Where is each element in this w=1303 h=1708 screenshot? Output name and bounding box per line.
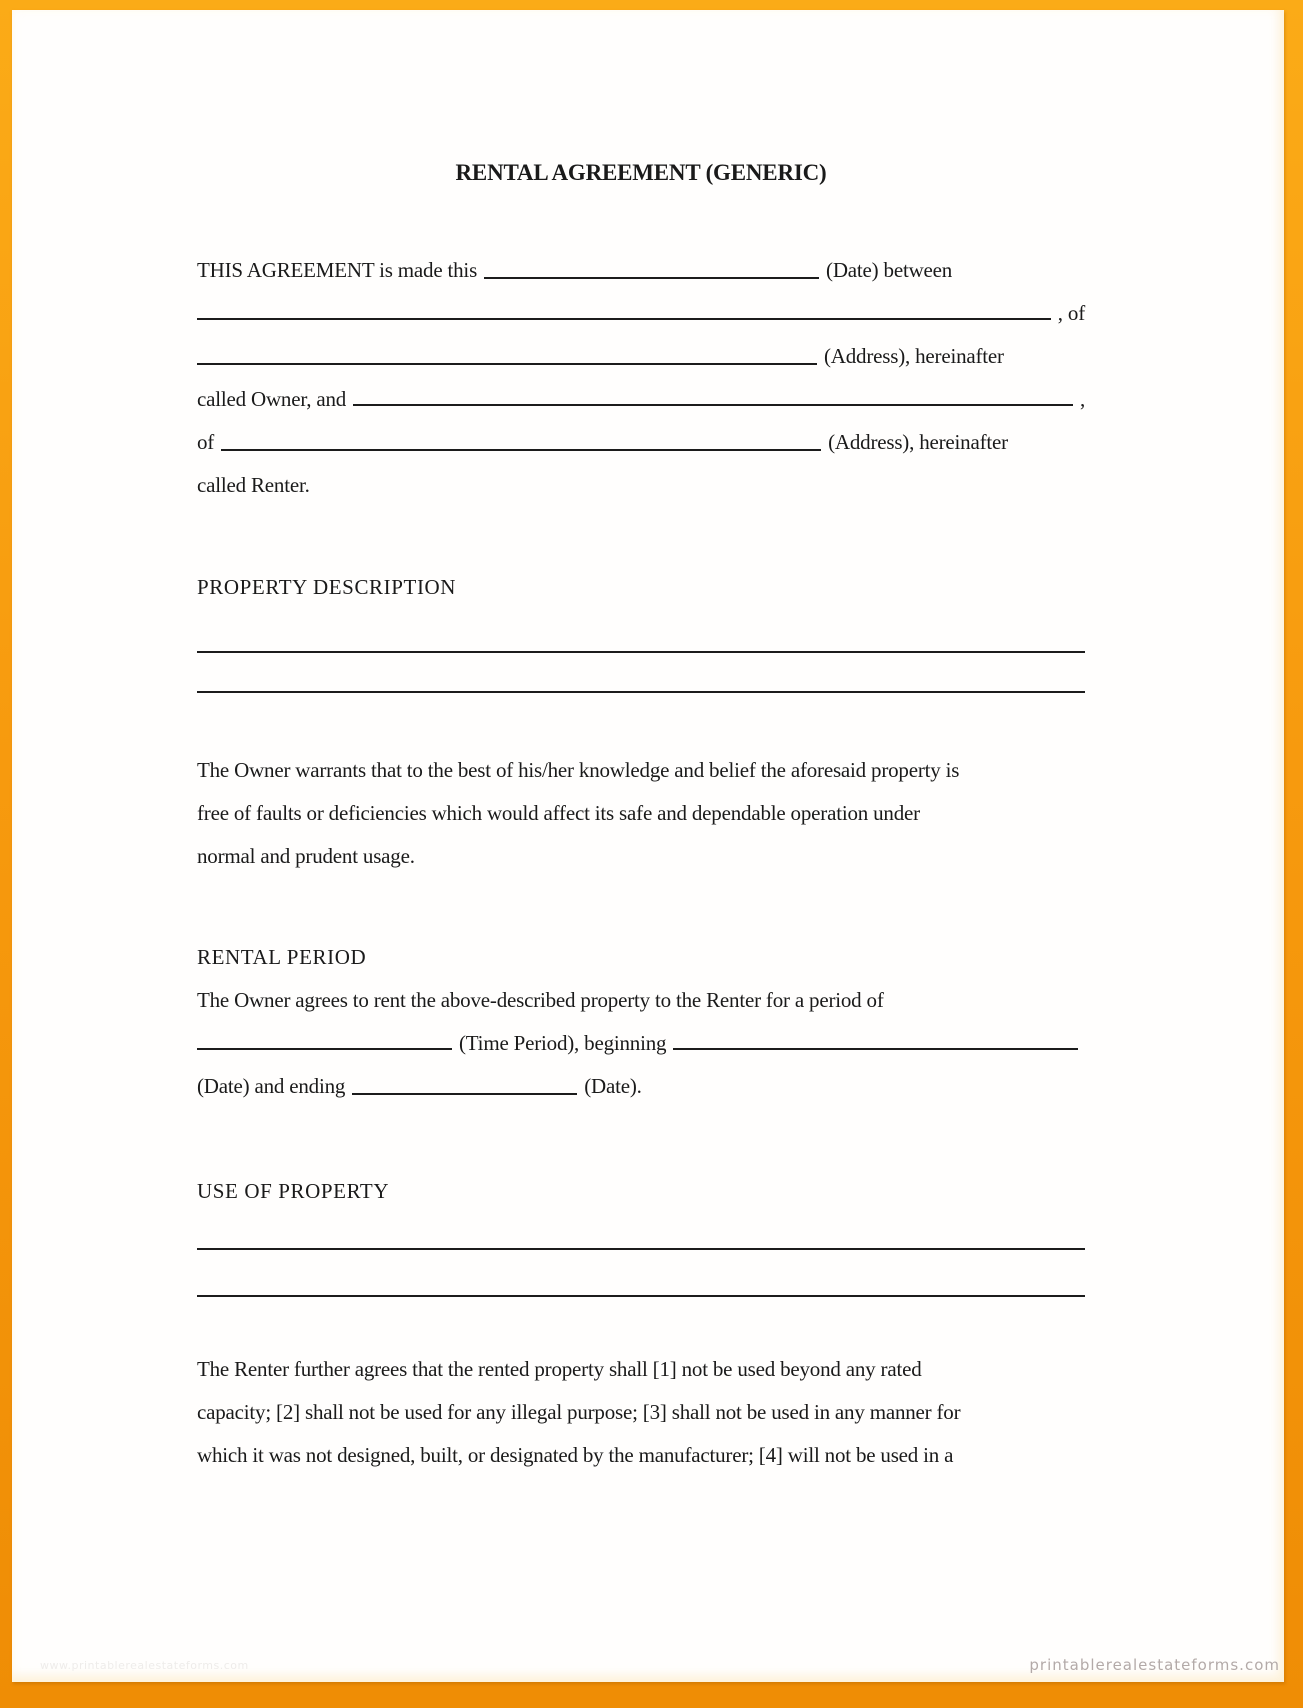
warranty-line-2: free of faults or deficiencies which would affect its safe and dependable operation under — [197, 801, 920, 825]
rental-period-line-2 — [197, 1022, 1085, 1065]
property-description-blank-line-2 — [197, 653, 1085, 693]
rental-period-line-1: The Owner agrees to rent the above-described property to the Renter for a period of — [197, 988, 884, 1012]
renter-address-blank-line — [221, 437, 821, 451]
intro-line-2 — [197, 292, 1085, 335]
intro-line-5-text: of — [197, 430, 215, 454]
time-period-blank-line — [197, 1036, 452, 1050]
intro-line-4-suffix: , — [1079, 387, 1085, 411]
watermark-left: www.printablerealestateforms.com — [40, 1659, 249, 1672]
renter-terms-line-3: which it was not designed, built, or designated by the manufacturer; [4] will not be used in a — [197, 1443, 954, 1467]
end-date-blank-line — [352, 1081, 577, 1095]
owner-name-blank-line — [197, 306, 1051, 320]
intro-line-4-text: called Owner, and — [197, 387, 347, 411]
renter-name-blank-line — [353, 392, 1073, 406]
intro-line-3-suffix: (Address), hereinafter — [824, 344, 1004, 368]
warranty-paragraph — [197, 749, 1085, 878]
document-content — [12, 10, 1284, 1477]
property-description-heading: PROPERTY DESCRIPTION — [197, 575, 457, 599]
watermark-right: printablerealestateforms.com — [1029, 1656, 1280, 1674]
rental-period-section — [197, 936, 1085, 1108]
intro-section — [197, 249, 1085, 507]
intro-line-5-suffix: (Address), hereinafter — [828, 430, 1008, 454]
use-of-property-heading: USE OF PROPERTY — [197, 1179, 390, 1203]
use-of-property-blank-line-2 — [197, 1250, 1085, 1297]
intro-line-1 — [197, 249, 1085, 292]
rental-period-heading: RENTAL PERIOD — [197, 945, 367, 969]
warranty-line-1: The Owner warrants that to the best of his/her knowledge and belief the aforesaid property is — [197, 758, 960, 782]
renter-terms-line-1: The Renter further agrees that the rented property shall [1] not be used beyond any rated — [197, 1357, 922, 1381]
intro-line-5 — [197, 421, 1085, 464]
warranty-line-3: normal and prudent usage. — [197, 844, 415, 868]
renter-terms-paragraph — [197, 1348, 1085, 1477]
intro-line-1-text: THIS AGREEMENT is made this — [197, 258, 478, 282]
property-description-blank-line-1 — [197, 602, 1085, 653]
begin-date-blank-line — [673, 1036, 1078, 1050]
renter-terms-line-2: capacity; [2] shall not be used for any illegal purpose; [3] shall not be used in any manner for — [197, 1400, 961, 1424]
intro-line-2-suffix: , of — [1057, 301, 1085, 325]
intro-line-6: called Renter. — [197, 473, 310, 497]
date-blank-line — [484, 265, 819, 279]
document-title: RENTAL AGREEMENT (GENERIC) — [455, 160, 827, 185]
owner-address-blank-line — [197, 351, 817, 365]
rental-period-line-2-text: (Time Period), beginning — [459, 1031, 667, 1055]
intro-line-3 — [197, 335, 1085, 378]
intro-line-1-suffix: (Date) between — [826, 258, 953, 282]
rental-period-line-3-suffix: (Date). — [584, 1074, 642, 1098]
rental-period-line-3 — [197, 1065, 1085, 1108]
rental-period-line-3-text: (Date) and ending — [197, 1074, 346, 1098]
intro-line-4 — [197, 378, 1085, 421]
document-page — [12, 10, 1284, 1682]
use-of-property-blank-line-1 — [197, 1206, 1085, 1250]
